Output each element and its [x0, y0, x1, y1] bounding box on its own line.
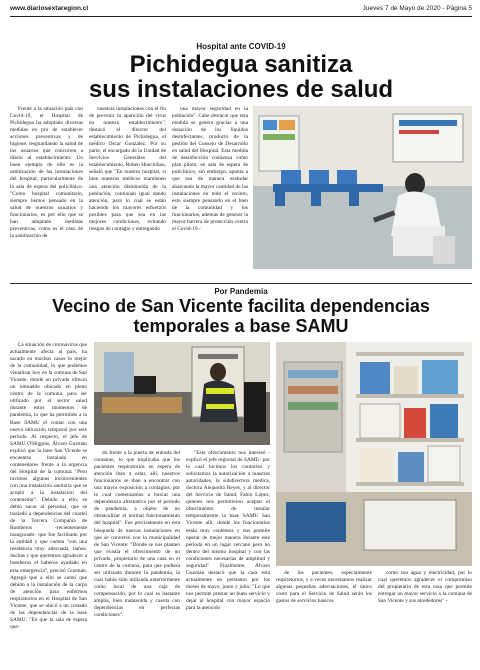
article2-headline-line2: temporales a base SAMU	[133, 316, 349, 336]
article1-headline-line2: sus instalaciones de salud	[88, 76, 394, 103]
article2-column-3: "Este ofrecimiento nos interesó -explicó el jefe regional de SAMU- por lo cual hicimos los contactos y solicitamos la autorización a nuestras autoridades, la subdirectora médica, doctora Alejandra Reyes, y al director del Servicio de Salud, Fabio López, quienes nos permitieron aceptar el ofrecimiento de instalar temporalmente la base SAMU San Vicente allí, donde los funcionarios están muy contentos y nos permite operar de mejor manera durante este periodo en un lugar cercano pero no dentro del mismo hospital y con las condiciones necesarias de amplitud y seguridad". Finalmente, Álvaro Guzmán destacó que la casa está actualmente en préstamo por los meses de mayo, junio y julio: "Lo que nos permite prestar un buen servicio y dejar al hospital con mayor espacio para la atención	[186, 450, 270, 612]
article2-column-1: La situación de coronavirus que actualmente afecta al país, ha sacado en muchos casos lo mejor de la comunidad, lo que podemos visualizar hoy en la comuna de San Vicente, donde un privado ofreció un inmueble ubicado en pleno centro de la comuna, para ser utilizado por el sector salud durante estos momentos de pandemia, lo que ha permitido a la Base SAMU el contar con una nueva ubicación temporal por este periodo. Al respecto, el jefe de SAMU O'Higgins, Álvaro Guzmán explicó que la base San Vicente se encuentra instalada en contenedores frente a la urgencia del Hospital de la comuna: "Pero tuvimos algunos inconvenientes con una instalación sanitaria que se acopló a la instalación del contenedor". Debido a ello, se debió sacar al personal, que se trasladó a dependencias del cuartel de la Tercera Compañía de Bomberos -recientemente inaugurado- que fue facilitado por la entidad y que cuenta "con una residencia muy adecuada, baños, duchas y que queremos agradecer a bomberos el haberos ayudado en esta emergencia", precisó Guzmán. Agregó que a ello se sumó que debido a la instalación de la carpa de atención para enfermos respiratorios en el Hospital de San Vicente, que se ubicó a un costado de las dependencias de la base SAMU: "En que la sala de espera que-	[10, 342, 87, 630]
header-rule	[10, 16, 472, 17]
page-header	[10, 4, 472, 16]
article2-headline-line1: Vecino de San Vicente facilita dependencias	[52, 296, 430, 316]
article2-kicker: Por Pandemia	[214, 287, 268, 296]
article2-photo-samu-office	[94, 342, 270, 445]
article1-column-3: una mayor seguridad en la población". Cabe destacar que esta medida se genera gracias a una donación de los líquidos desinfectantes, producto de la gestión del Consejo de Desarrollo en salud del Hospital. Esta medida de desinfección comienza como plan piloto, en sala de espera de policlínico, sin embargo, apunta a que sea de manera estándar abarcando la mayor cantidad de las instalaciones en todo el recinto, esto siempre pensando en el bien de la comunidad y los funcionarios, además de generar la mayor barrera de protección contra el Covid-19.-	[172, 106, 248, 232]
article2-column-5: como son agua y electricidad, por lo cual queremos agradecer el compromiso del propietario de esta casa que permite entregar un mayor servicio a la comuna de San Vicente y sus alrededores".-	[378, 570, 472, 605]
site-url[interactable]: www.diariosextaregion.cl	[10, 5, 89, 12]
article1-photo-sanitizing-waiting-room	[253, 106, 472, 269]
article1-column-2: nuestras instalaciones con el fin de prevenir la aparición del virus en nuestro establecimiento", destacó el director del establecimiento de Pichidegua, el médico Oscar González. Por su parte, el encargado de la Unidad de Servicios Generales del establecimiento, Rubén Huechiñao, señaló que "En nuestro hospital, si bien nuestros médicos mantienen una atención disminuida de la población, continúan igual dando atención, para lo cual se están haciendo los mayores esfuerzos posibles para que sea en las mejores condiciones, evitando riesgos de contagio y entregando	[89, 106, 166, 232]
article1-column-1: Frente a la situación país con Covid-19, el Hospital de Pichidegua ha adoptado diversas medidas en pro de establecer acciones preventivas y de higiene, resguardando la salud de los usuarios que concurren a diario al establecimiento. Un buen ejemplo de ello es la sanitización de las instalaciones del hospital, particularmente de la sala de espera del policlínico. "Como hospital comunitario, siempre hemos pensado en la salud de nuestros usuarios y funcionarios, es por ello que se han adoptado medidas preventivas, como es el caso de la sanitización de	[10, 106, 83, 239]
article2-column-4: de los pacientes, especialmente respiratorios, y a veces necesitamos realizar algunas pequeñas adecuaciones, el único costo para el Servicio de Salud serán los gastos de servicios básicos	[276, 570, 372, 605]
article1-headline-line1: Pichidegua sanitiza	[129, 51, 353, 78]
article2-photo-samu-storage-room	[276, 342, 472, 566]
article1-kicker: Hospital ante COVID-19	[196, 42, 286, 51]
article2-column-2: dó frente a la puerta de entrada del container, lo que implicaba que los pacientes respiratorios en espera de atención iban a estar, allí, nuestros funcionarios se iban a encontrar con una mayor exposición a contagios, por lo cual comenzamos a buscar una dependencia alternativa por el periodo de pandemia, a objeto de no obstaculizar el normal funcionamiento del hospital". Fue precisamente en esta búsqueda de nuevas instalaciones en que se conversó con la municipalidad de San Vicente: "Donde se nos planteó que existía el ofrecimiento de un privado, propietario de una casa en el centro de la comuna, para que pudiera ser utilizada durante la pandemia, la cual había sido utilizada anteriormente como local de una caja de compensación, por lo cual es bastante amplia, bien mantenida y cuenta con dependencias en perfectas condiciones".	[94, 450, 180, 619]
page-date: Jueves 7 de Mayo de 2020 - Página 5	[362, 5, 472, 12]
article-divider	[10, 283, 472, 284]
